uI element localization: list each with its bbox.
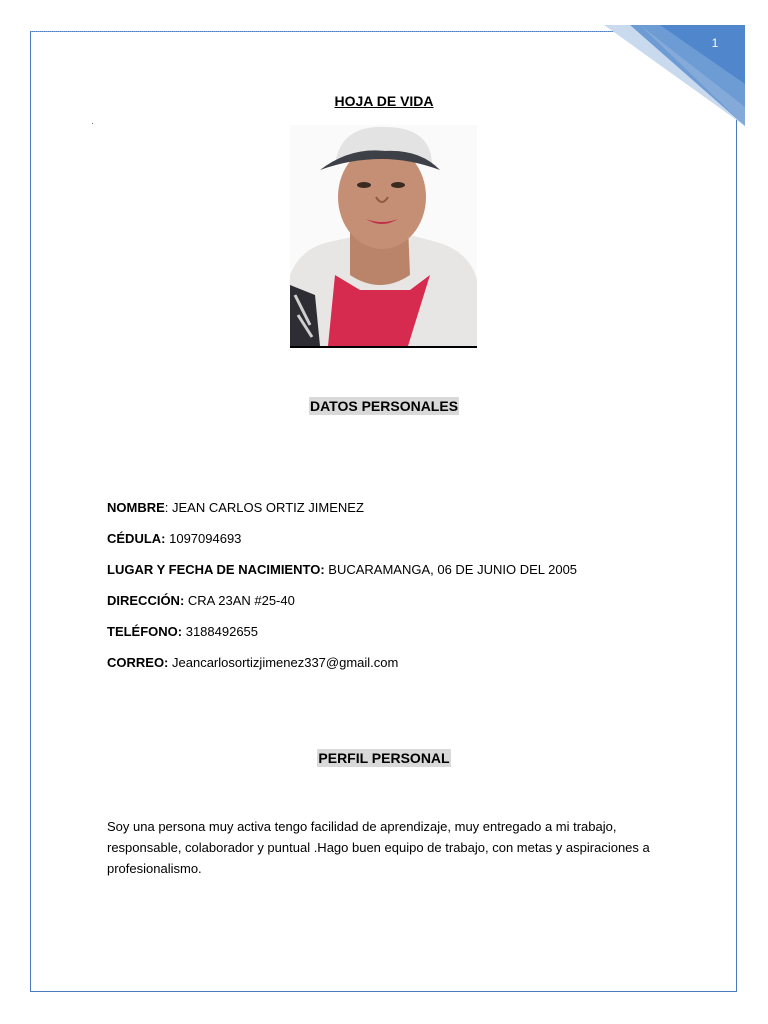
field-value: JEAN CARLOS ORTIZ JIMENEZ — [172, 500, 364, 515]
field-label: NOMBRE — [107, 500, 165, 515]
profile-photo — [290, 125, 477, 346]
field-value: BUCARAMANGA, 06 DE JUNIO DEL 2005 — [324, 562, 578, 577]
stray-dot — [92, 123, 93, 124]
field-value: 1097094693 — [165, 531, 242, 546]
field-label: TELÉFONO: — [107, 624, 183, 639]
section-heading-label: DATOS PERSONALES — [309, 398, 459, 414]
photo-underline — [290, 346, 477, 348]
field-label: LUGAR Y FECHA DE NACIMIENTO: — [107, 562, 325, 577]
document-title: HOJA DE VIDA — [334, 93, 434, 109]
field-label: CORREO: — [107, 655, 169, 670]
page-number: 1 — [711, 36, 719, 50]
field-correo — [107, 655, 398, 670]
profile-paragraph: Soy una persona muy activa tengo facilidad de aprendizaje, muy entregado a mi trabajo, responsable, colaborador y puntual .Hago buen equipo de trabajo, con metas y aspiraciones a profesionalismo. — [107, 819, 650, 876]
field-lugar-fecha-nacimiento — [107, 562, 577, 577]
field-label: CÉDULA: — [107, 531, 166, 546]
section-heading-perfil-personal — [0, 750, 768, 768]
field-value: CRA 23AN #25-40 — [184, 593, 295, 608]
page-corner-decoration — [600, 22, 750, 132]
field-nombre — [107, 500, 364, 515]
field-separator: : — [164, 500, 173, 515]
field-cedula — [107, 531, 241, 546]
section-heading-label: PERFIL PERSONAL — [318, 750, 450, 766]
field-label: DIRECCIÓN: — [107, 593, 185, 608]
field-telefono — [107, 624, 258, 639]
field-direccion — [107, 593, 295, 608]
field-value: 3188492655 — [182, 624, 259, 639]
field-value: Jeancarlosortizjimenez337@gmail.com — [168, 655, 399, 670]
section-heading-datos-personales — [0, 398, 768, 416]
